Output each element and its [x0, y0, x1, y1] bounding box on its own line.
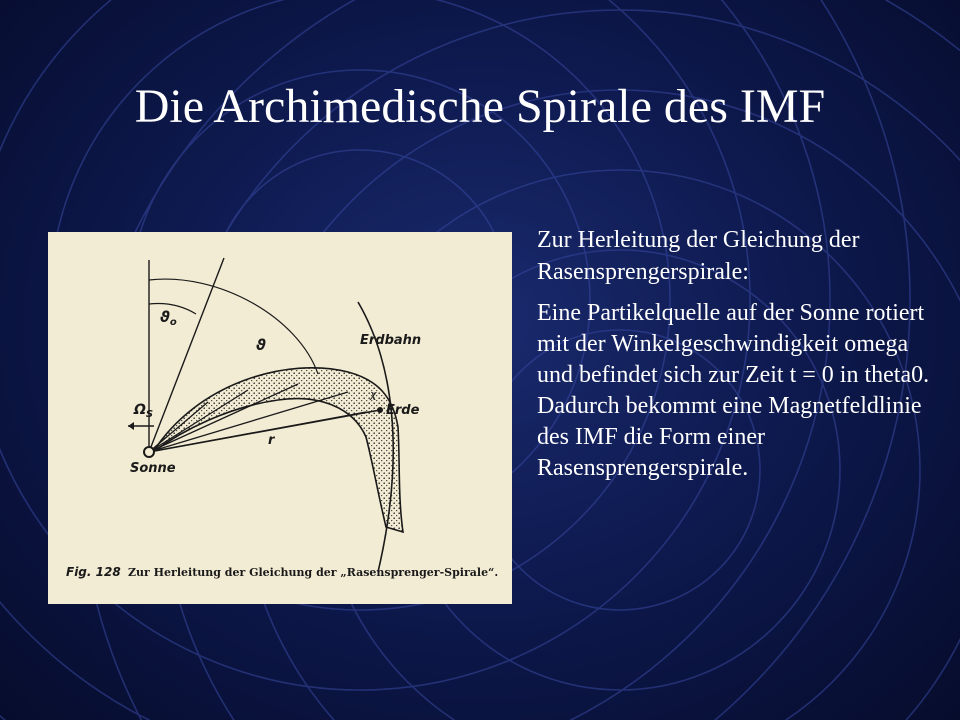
spiral-figure [48, 232, 512, 604]
figure-caption-number: Fig. 128 [66, 565, 121, 579]
theta0-arc [149, 303, 196, 314]
explanation-text [537, 224, 937, 492]
label-chi: χ [370, 388, 377, 401]
label-earth-orbit: Erdbahn [360, 333, 422, 348]
paragraph-intro: Zur Herleitung der Gleichung der Rasensprengerspirale: [537, 227, 860, 285]
label-theta: ϑ [256, 336, 266, 354]
sun-dot [144, 447, 154, 457]
earth-dot [377, 407, 383, 413]
figure-caption-text: Zur Herleitung der Gleichung der „Rasensprenger-Spirale“. [128, 566, 499, 579]
label-r: r [268, 433, 275, 448]
paragraph-explanation: Eine Partikelquelle auf der Sonne rotiert mit der Winkelgeschwindigkeit omega und befindet sich zur Zeit t = 0 in theta0. Dadurch bekommt eine Magnetfeldlinie des IMF die Form einer Rasensprengerspirale. [537, 300, 930, 481]
slide-title: Die Archimedische Spirale des IMF [134, 80, 826, 133]
label-theta0: $ϑ_o$ [160, 308, 177, 328]
label-omega: $\Omega_S$ [134, 402, 154, 420]
label-sun: Sonne [130, 461, 176, 476]
omega-arrowhead [128, 422, 134, 430]
label-earth: Erde [386, 403, 420, 418]
